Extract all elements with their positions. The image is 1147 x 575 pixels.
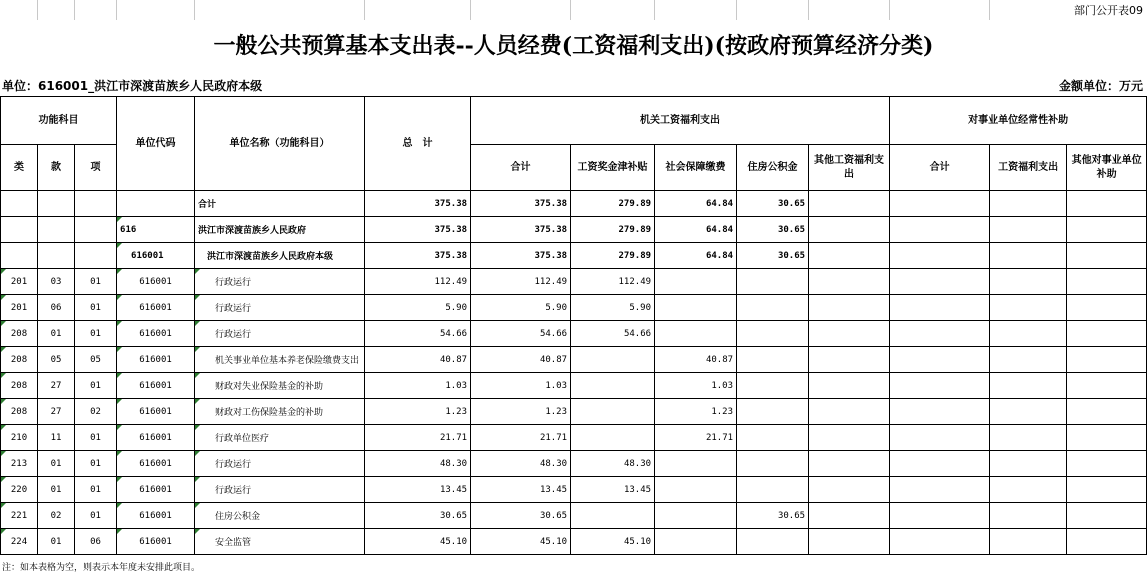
- row-lei: 208: [1, 399, 38, 425]
- table-row: [1, 399, 1147, 425]
- row-agency-social: [655, 321, 737, 347]
- row-inst-wage: [990, 399, 1067, 425]
- row-agency-housing: [737, 295, 809, 321]
- header-agency-social: 社会保障缴费: [655, 145, 737, 191]
- row-lei: 208: [1, 373, 38, 399]
- table-row: [1, 321, 1147, 347]
- row-kuan: 11: [38, 425, 75, 451]
- row-agency-social: 1.03: [655, 373, 737, 399]
- row-name: 机关事业单位基本养老保险缴费支出: [195, 347, 365, 373]
- row-inst-other: [1067, 321, 1147, 347]
- row-agency-wage: 48.30: [571, 451, 655, 477]
- row-agency-other: [809, 399, 890, 425]
- row-agency-other: [809, 503, 890, 529]
- row-name: 行政运行: [195, 269, 365, 295]
- row-agency-total: 30.65: [471, 503, 571, 529]
- row-inst-other: [1067, 451, 1147, 477]
- summary-agency-wage: 279.89: [571, 217, 655, 243]
- row-inst-total: [890, 347, 990, 373]
- row-inst-total: [890, 425, 990, 451]
- row-lei: 208: [1, 347, 38, 373]
- page-title: 一般公共预算基本支出表--人员经费(工资福利支出)(按政府预算经济分类): [213, 33, 934, 59]
- row-xiang: 01: [75, 295, 117, 321]
- header-inst-other: 其他对事业单位补助: [1067, 145, 1147, 191]
- row-agency-wage: [571, 373, 655, 399]
- row-agency-social: [655, 295, 737, 321]
- row-inst-total: [890, 477, 990, 503]
- row-inst-wage: [990, 425, 1067, 451]
- summary-agency-wage: 279.89: [571, 243, 655, 269]
- row-agency-other: [809, 373, 890, 399]
- meta-bar: [0, 73, 1147, 95]
- row-inst-total: [890, 321, 990, 347]
- row-agency-other: [809, 529, 890, 555]
- row-agency-total: 13.45: [471, 477, 571, 503]
- summary-agency-total: 375.38: [471, 217, 571, 243]
- row-agency-social: [655, 269, 737, 295]
- row-agency-other: [809, 477, 890, 503]
- table-row: [1, 425, 1147, 451]
- summary-agency-social: 64.84: [655, 217, 737, 243]
- table-row: [1, 477, 1147, 503]
- row-inst-total: [890, 503, 990, 529]
- row-agency-total: 54.66: [471, 321, 571, 347]
- table-note: 注：如本表格为空，则表示本年度未安排此项目。: [2, 563, 201, 573]
- row-agency-other: [809, 347, 890, 373]
- row-total: 112.49: [365, 269, 471, 295]
- row-inst-wage: [990, 477, 1067, 503]
- row-agency-total: 1.03: [471, 373, 571, 399]
- row-inst-other: [1067, 295, 1147, 321]
- row-agency-housing: [737, 373, 809, 399]
- row-total: 30.65: [365, 503, 471, 529]
- row-code: 616001: [117, 425, 195, 451]
- row-inst-other: [1067, 477, 1147, 503]
- row-inst-wage: [990, 529, 1067, 555]
- row-total: 13.45: [365, 477, 471, 503]
- row-inst-wage: [990, 347, 1067, 373]
- header-agency-group: 机关工资福利支出: [471, 97, 890, 145]
- header-total: 总 计: [365, 97, 471, 191]
- summary-agency-housing: 30.65: [737, 243, 809, 269]
- summary-agency-social: 64.84: [655, 243, 737, 269]
- row-inst-wage: [990, 373, 1067, 399]
- summary-code: 616001: [117, 243, 195, 269]
- row-kuan: 01: [38, 477, 75, 503]
- row-kuan: 27: [38, 373, 75, 399]
- row-agency-housing: [737, 399, 809, 425]
- row-inst-total: [890, 373, 990, 399]
- table-row: [1, 347, 1147, 373]
- summary-code: 616: [117, 217, 195, 243]
- summary-agency-total: 375.38: [471, 243, 571, 269]
- row-inst-wage: [990, 295, 1067, 321]
- table-row: [1, 295, 1147, 321]
- row-agency-total: 1.23: [471, 399, 571, 425]
- header-lei: 类: [1, 145, 38, 191]
- row-agency-total: 5.90: [471, 295, 571, 321]
- row-code: 616001: [117, 529, 195, 555]
- row-agency-social: 21.71: [655, 425, 737, 451]
- row-agency-wage: 45.10: [571, 529, 655, 555]
- summary-row: [1, 191, 1147, 217]
- row-agency-housing: [737, 451, 809, 477]
- row-kuan: 05: [38, 347, 75, 373]
- summary-agency-social: 64.84: [655, 191, 737, 217]
- row-agency-housing: [737, 347, 809, 373]
- summary-total: 375.38: [365, 191, 471, 217]
- header-xiang: 项: [75, 145, 117, 191]
- row-agency-wage: [571, 399, 655, 425]
- row-inst-other: [1067, 425, 1147, 451]
- row-agency-wage: 112.49: [571, 269, 655, 295]
- row-total: 45.10: [365, 529, 471, 555]
- row-inst-total: [890, 295, 990, 321]
- row-agency-housing: [737, 529, 809, 555]
- row-xiang: 05: [75, 347, 117, 373]
- row-xiang: 01: [75, 503, 117, 529]
- table-row: [1, 503, 1147, 529]
- row-kuan: 01: [38, 451, 75, 477]
- row-total: 21.71: [365, 425, 471, 451]
- row-lei: 220: [1, 477, 38, 503]
- row-agency-social: [655, 451, 737, 477]
- row-inst-other: [1067, 503, 1147, 529]
- row-agency-wage: [571, 347, 655, 373]
- row-code: 616001: [117, 295, 195, 321]
- row-inst-total: [890, 399, 990, 425]
- row-xiang: 01: [75, 425, 117, 451]
- row-kuan: 01: [38, 321, 75, 347]
- row-code: 616001: [117, 321, 195, 347]
- row-inst-total: [890, 529, 990, 555]
- row-xiang: 06: [75, 529, 117, 555]
- row-inst-total: [890, 269, 990, 295]
- summary-name: 洪江市深渡苗族乡人民政府: [195, 217, 365, 243]
- row-agency-wage: 5.90: [571, 295, 655, 321]
- row-inst-total: [890, 451, 990, 477]
- summary-name: 合计: [195, 191, 365, 217]
- row-xiang: 02: [75, 399, 117, 425]
- row-agency-total: 48.30: [471, 451, 571, 477]
- row-agency-housing: 30.65: [737, 503, 809, 529]
- row-name: 财政对失业保险基金的补助: [195, 373, 365, 399]
- row-agency-total: 45.10: [471, 529, 571, 555]
- row-inst-other: [1067, 399, 1147, 425]
- row-agency-social: 40.87: [655, 347, 737, 373]
- row-inst-other: [1067, 529, 1147, 555]
- row-name: 安全监管: [195, 529, 365, 555]
- row-total: 5.90: [365, 295, 471, 321]
- header-func-subject: 功能科目: [1, 97, 117, 145]
- page-ref: 部门公开表09: [1074, 4, 1143, 17]
- budget-table: [0, 96, 1147, 555]
- header-agency-other: 其他工资福利支出: [809, 145, 890, 191]
- row-total: 54.66: [365, 321, 471, 347]
- row-kuan: 01: [38, 529, 75, 555]
- row-agency-other: [809, 451, 890, 477]
- row-agency-other: [809, 269, 890, 295]
- unit-label: 单位：616001_洪江市深渡苗族乡人民政府本级: [2, 79, 263, 93]
- summary-agency-wage: 279.89: [571, 191, 655, 217]
- table-row: [1, 451, 1147, 477]
- row-inst-wage: [990, 503, 1067, 529]
- row-code: 616001: [117, 399, 195, 425]
- row-agency-wage: 54.66: [571, 321, 655, 347]
- summary-agency-total: 375.38: [471, 191, 571, 217]
- row-agency-total: 40.87: [471, 347, 571, 373]
- row-agency-social: 1.23: [655, 399, 737, 425]
- row-total: 1.03: [365, 373, 471, 399]
- row-lei: 224: [1, 529, 38, 555]
- row-agency-social: [655, 503, 737, 529]
- row-xiang: 01: [75, 321, 117, 347]
- row-xiang: 01: [75, 451, 117, 477]
- row-name: 行政单位医疗: [195, 425, 365, 451]
- row-code: 616001: [117, 269, 195, 295]
- row-agency-housing: [737, 321, 809, 347]
- row-agency-other: [809, 425, 890, 451]
- header-agency-wage: 工资奖金津补贴: [571, 145, 655, 191]
- header-inst-total: 合计: [890, 145, 990, 191]
- row-kuan: 02: [38, 503, 75, 529]
- summary-row: [1, 217, 1147, 243]
- header-agency-housing: 住房公积金: [737, 145, 809, 191]
- row-kuan: 03: [38, 269, 75, 295]
- row-agency-wage: [571, 503, 655, 529]
- row-code: 616001: [117, 373, 195, 399]
- row-name: 财政对工伤保险基金的补助: [195, 399, 365, 425]
- row-code: 616001: [117, 451, 195, 477]
- summary-row: [1, 243, 1147, 269]
- row-kuan: 06: [38, 295, 75, 321]
- row-lei: 201: [1, 295, 38, 321]
- summary-total: 375.38: [365, 217, 471, 243]
- row-inst-wage: [990, 321, 1067, 347]
- row-name: 行政运行: [195, 451, 365, 477]
- row-name: 行政运行: [195, 295, 365, 321]
- row-agency-social: [655, 477, 737, 503]
- row-inst-wage: [990, 451, 1067, 477]
- row-code: 616001: [117, 477, 195, 503]
- header-kuan: 款: [38, 145, 75, 191]
- table-row: [1, 529, 1147, 555]
- row-agency-housing: [737, 477, 809, 503]
- table-row: [1, 373, 1147, 399]
- row-agency-wage: 13.45: [571, 477, 655, 503]
- amount-unit: 金额单位：万元: [1058, 79, 1143, 93]
- row-kuan: 27: [38, 399, 75, 425]
- summary-code: [117, 191, 195, 217]
- row-inst-other: [1067, 373, 1147, 399]
- header-unit-name: 单位名称（功能科目）: [195, 97, 365, 191]
- summary-name: 洪江市深渡苗族乡人民政府本级: [195, 243, 365, 269]
- row-agency-housing: [737, 425, 809, 451]
- row-agency-housing: [737, 269, 809, 295]
- row-inst-other: [1067, 269, 1147, 295]
- row-total: 40.87: [365, 347, 471, 373]
- table-row: [1, 269, 1147, 295]
- row-xiang: 01: [75, 269, 117, 295]
- row-lei: 210: [1, 425, 38, 451]
- header-unit-code: 单位代码: [117, 97, 195, 191]
- row-agency-other: [809, 295, 890, 321]
- summary-agency-housing: 30.65: [737, 217, 809, 243]
- row-lei: 208: [1, 321, 38, 347]
- row-lei: 213: [1, 451, 38, 477]
- row-agency-wage: [571, 425, 655, 451]
- row-name: 行政运行: [195, 321, 365, 347]
- row-code: 616001: [117, 347, 195, 373]
- row-name: 住房公积金: [195, 503, 365, 529]
- header-inst-wage: 工资福利支出: [990, 145, 1067, 191]
- row-xiang: 01: [75, 477, 117, 503]
- header-agency-total: 合计: [471, 145, 571, 191]
- row-inst-wage: [990, 269, 1067, 295]
- row-agency-total: 21.71: [471, 425, 571, 451]
- summary-agency-housing: 30.65: [737, 191, 809, 217]
- row-agency-social: [655, 529, 737, 555]
- row-code: 616001: [117, 503, 195, 529]
- row-total: 1.23: [365, 399, 471, 425]
- row-name: 行政运行: [195, 477, 365, 503]
- row-lei: 201: [1, 269, 38, 295]
- row-total: 48.30: [365, 451, 471, 477]
- row-agency-total: 112.49: [471, 269, 571, 295]
- header-inst-group: 对事业单位经常性补助: [890, 97, 1147, 145]
- row-lei: 221: [1, 503, 38, 529]
- row-xiang: 01: [75, 373, 117, 399]
- row-agency-other: [809, 321, 890, 347]
- row-inst-other: [1067, 347, 1147, 373]
- summary-total: 375.38: [365, 243, 471, 269]
